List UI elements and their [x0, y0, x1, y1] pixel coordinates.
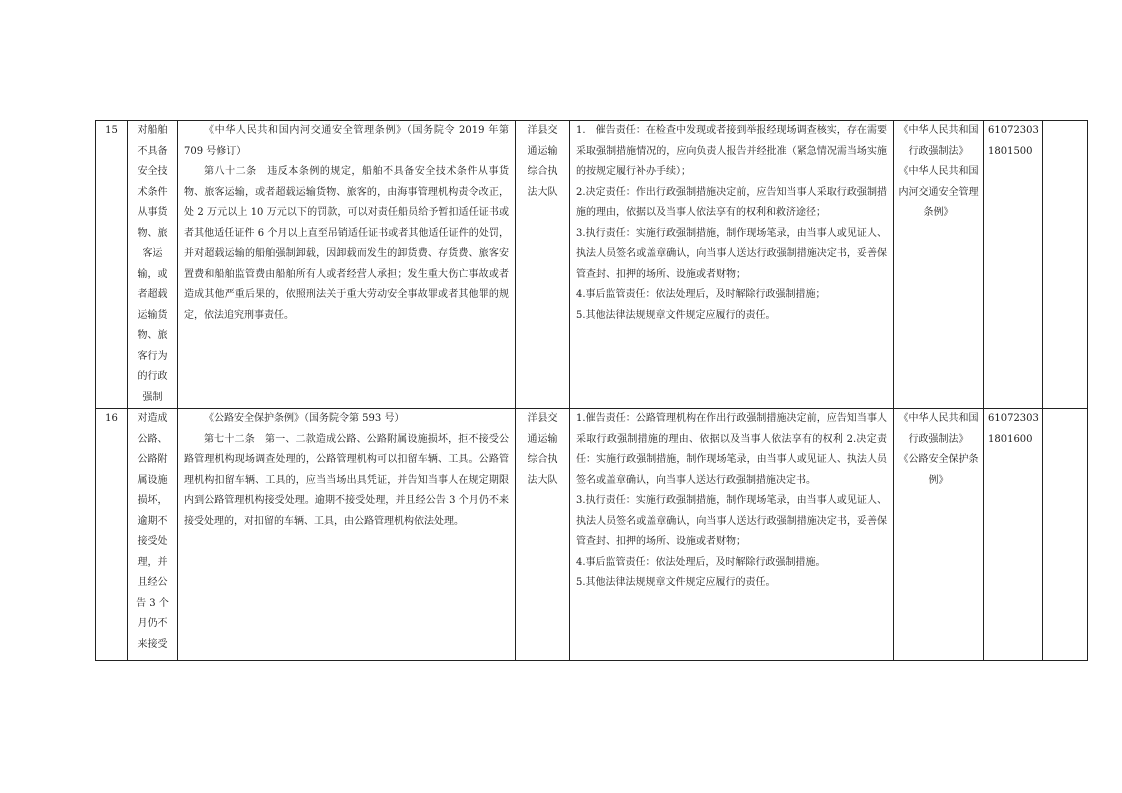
responsibility-item: 3.执行责任：实施行政强制措施，制作现场笔录，由当事人或见证人、执法人员签名或盖章确认，向当事人送达行政强制措施决定书，妥善保管查封、扣押的场所、设施或者财物； — [576, 227, 887, 280]
item-name-line: 物、旅 — [137, 330, 168, 341]
item-name-line: 的行政 — [137, 371, 168, 382]
item-name-line: 损坏， — [137, 495, 168, 506]
item-name-line: 物、旅 — [137, 227, 168, 239]
item-name-line: 月仍不 — [137, 618, 168, 629]
item-name-line: 从事货 — [137, 207, 168, 218]
enforcement-table — [95, 120, 1088, 661]
law-reference: 《公路安全保护条例》 — [898, 454, 979, 486]
item-name-line: 且经公 — [137, 577, 168, 588]
department-line: 通运输 — [527, 433, 558, 445]
responsibility-item: 5.其他法律法规规章文件规定应履行的责任。 — [576, 577, 776, 588]
responsibility-law-cell — [894, 409, 984, 661]
remark-cell — [1043, 121, 1088, 409]
item-name-line: 强制 — [142, 391, 163, 403]
item-name-line: 输，或 — [137, 268, 168, 280]
table-row — [96, 409, 1088, 661]
department-line: 法大队 — [527, 474, 558, 486]
item-name-line: 安全技 — [137, 166, 168, 177]
row-number: 15 — [96, 121, 128, 409]
item-name-line: 运输货 — [137, 309, 168, 321]
item-name-cell — [128, 121, 178, 409]
department-line: 洋县交 — [527, 413, 558, 424]
item-name-line: 来接受 — [137, 638, 168, 650]
item-name-line: 客行为 — [137, 350, 168, 362]
item-name-line: 术条件 — [137, 186, 168, 198]
legal-basis-title: 《中华人民共和国内河交通安全管理条例》（国务院令 2019 年第 709 号修订） — [184, 125, 509, 157]
legal-basis-cell — [178, 409, 516, 661]
item-code-cell — [984, 409, 1043, 661]
law-reference: 《中华人民共和国行政强制法》 — [898, 413, 979, 445]
item-code-line: 61072303 — [988, 413, 1039, 424]
item-name-line: 客运 — [142, 248, 163, 259]
responsibility-law-cell — [894, 121, 984, 409]
law-reference: 《中华人民共和国内河交通安全管理条例》 — [898, 166, 979, 218]
item-name-line: 对船舶 — [137, 125, 168, 136]
item-name-line: 逾期不 — [137, 515, 168, 527]
responsibility-item: 4.事后监管责任：依法处理后，及时解除行政强制措施。 — [576, 556, 826, 568]
item-code-line: 1801600 — [988, 433, 1033, 445]
item-name-line: 者超载 — [137, 289, 168, 300]
item-code-line: 1801500 — [988, 145, 1033, 157]
item-code-cell — [984, 121, 1043, 409]
responsibility-item: 1.催告责任：公路管理机构在作出行政强制措施决定前，应告知当事人采取行政强制措施的理由、依据以及当事人依法享有的权利 2.决定责任：实施行政强制措施，制作现场笔录，由当事人或见证人、执法人员签名或盖章确认，向当事人送达行政强制措施决定书。 — [576, 413, 887, 486]
responsibility-item: 5.其他法律法规规章文件规定应履行的责任。 — [576, 309, 776, 321]
legal-basis-article: 第八十二条 违反本条例的规定，船舶不具备安全技术条件从事货物、旅客运输，或者超载运输货物、旅客的，由海事管理机构责令改正，处 2 万元以上 10 万元以下的罚款，可以对责任船员给予暂扣适任证书或者其他适任证件 6 个月以上直至吊销适任证书或者其他适任证件的处罚，并对超载运输的船舶强制卸载，因卸载而发生的卸货费、存货费、旅客安置费和船舶监管费由船舶所有人或者经营人承担；发生重大伤亡事故或者造成其他严重后果的，依照刑法关于重大劳动安全事故罪或者其他罪的规定，依法追究刑事责任。 — [184, 166, 509, 321]
responsibility-cell — [570, 121, 894, 409]
item-name-cell — [128, 409, 178, 661]
department-cell — [516, 409, 570, 661]
responsibility-item: 2.决定责任：作出行政强制措施决定前，应告知当事人采取行政强制措施的理由，依据以及当事人依法享有的权利和救济途径； — [576, 186, 887, 218]
item-name-line: 不具备 — [137, 145, 168, 157]
item-name-line: 理，并 — [137, 556, 168, 568]
department-line: 综合执 — [527, 166, 558, 177]
legal-basis-article: 第七十二条 第一、二款造成公路、公路附属设施损坏，拒不接受公路管理机构现场调查处理的，公路管理机构可以扣留车辆、工具。公路管理机构扣留车辆、工具的，应当当场出具凭证，并告知当事人在规定期限内到公路管理机构接受处理。逾期不接受处理，并且经公告 3 个月仍不来接受处理的，对扣留的车辆、工具，由公路管理机构依法处理。 — [184, 433, 509, 527]
responsibility-item: 1. 催告责任：在检查中发现或者接到举报经现场调查核实，存在需要采取强制措施情况的，应向负责人报告并经批准（紧急情况需当场实施的按规定履行补办手续）； — [576, 125, 887, 177]
responsibility-item: 4.事后监管责任：依法处理后，及时解除行政强制措施； — [576, 289, 826, 300]
legal-basis-cell — [178, 121, 516, 409]
department-line: 洋县交 — [527, 125, 558, 136]
department-line: 法大队 — [527, 186, 558, 198]
remark-cell — [1043, 409, 1088, 661]
table-row — [96, 121, 1088, 409]
responsibility-cell — [570, 409, 894, 661]
row-number: 16 — [96, 409, 128, 661]
item-name-line: 属设施 — [137, 474, 168, 486]
department-line: 综合执 — [527, 454, 558, 465]
department-line: 通运输 — [527, 145, 558, 157]
responsibility-item: 3.执行责任：实施行政强制措施，制作现场笔录，由当事人或见证人、执法人员签名或盖章确认，向当事人送达行政强制措施决定书，妥善保管查封、扣押的场所、设施或者财物； — [576, 495, 887, 547]
item-name-line: 对造成 — [137, 413, 168, 424]
department-cell — [516, 121, 570, 409]
item-name-line: 告 3 个 — [136, 597, 169, 609]
law-reference: 《中华人民共和国行政强制法》 — [898, 125, 979, 157]
legal-basis-title: 《公路安全保护条例》（国务院令第 593 号） — [204, 413, 405, 424]
item-code-line: 61072303 — [988, 125, 1039, 136]
item-name-line: 公路、 — [137, 433, 168, 445]
item-name-line: 公路附 — [137, 454, 168, 465]
item-name-line: 接受处 — [137, 536, 168, 547]
